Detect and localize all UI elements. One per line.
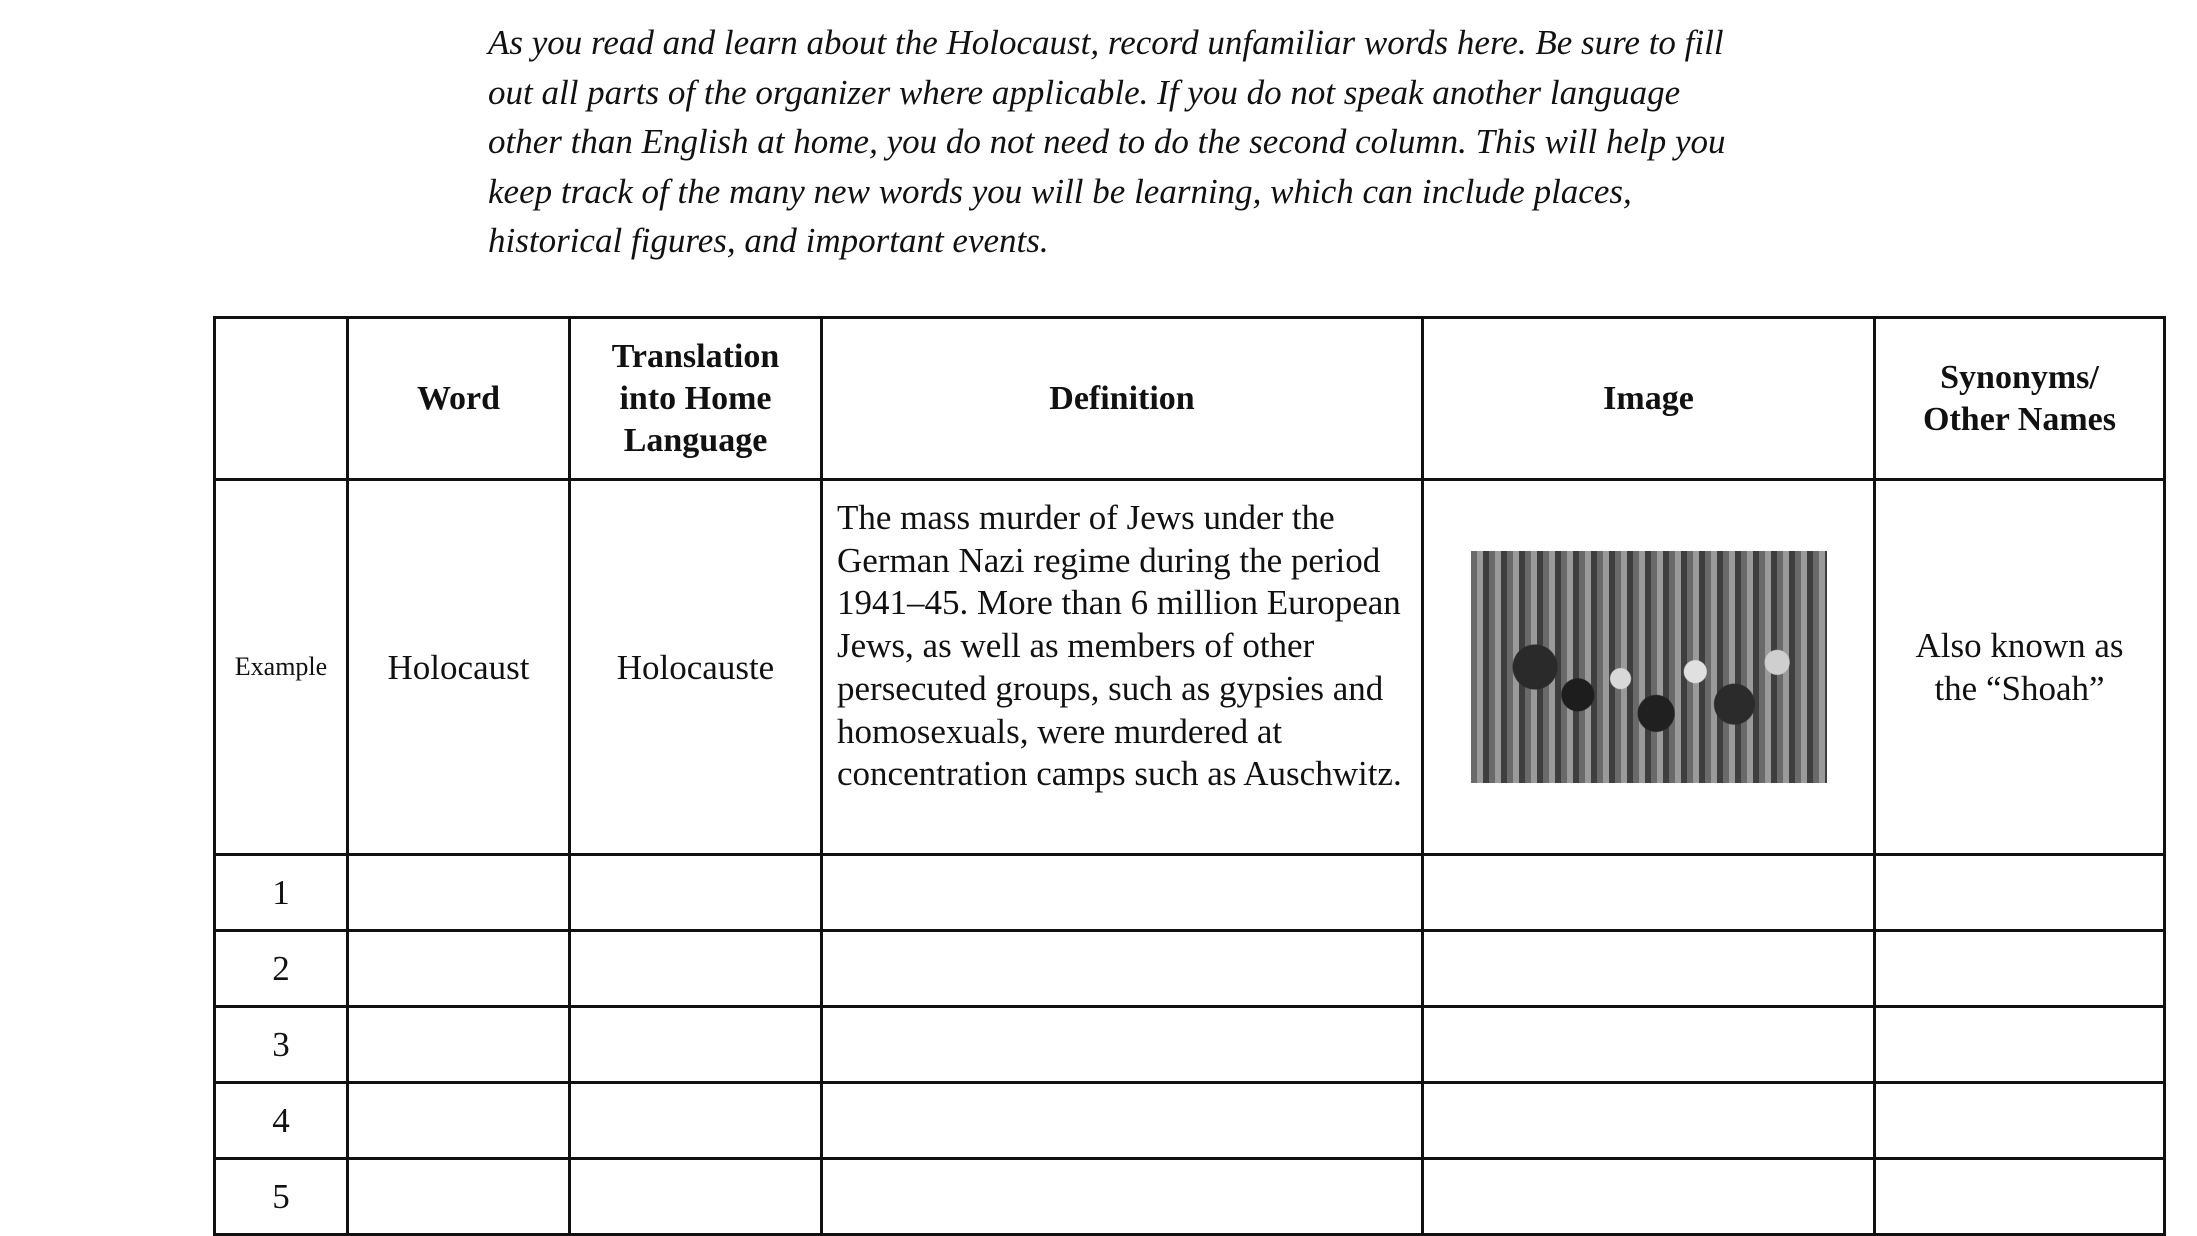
header-row — [215, 318, 2165, 480]
word-cell[interactable] — [348, 855, 570, 931]
image-cell[interactable] — [1423, 855, 1875, 931]
image-cell[interactable] — [1423, 1083, 1875, 1159]
word-cell[interactable] — [348, 1007, 570, 1083]
example-word: Holocaust — [348, 480, 570, 855]
image-cell[interactable] — [1423, 1007, 1875, 1083]
image-cell[interactable] — [1423, 931, 1875, 1007]
example-definition: The mass murder of Jews under the German Nazi regime during the period 1941–45. More than 6 million European Jews, as well as members of other persecuted groups, such as gypsies and homosexuals, were murdered at concentration camps such as Auschwitz. — [822, 480, 1423, 855]
header-synonyms — [1875, 318, 2165, 480]
definition-cell[interactable] — [822, 931, 1423, 1007]
translation-cell[interactable] — [570, 1083, 822, 1159]
image-cell[interactable] — [1423, 1159, 1875, 1235]
word-cell[interactable] — [348, 931, 570, 1007]
synonyms-cell[interactable] — [1875, 855, 2165, 931]
example-translation: Holocauste — [570, 480, 822, 855]
definition-cell[interactable] — [822, 1083, 1423, 1159]
row-number: 4 — [215, 1083, 348, 1159]
header-synonyms-label: Synonyms/ Other Names — [1923, 358, 2116, 438]
table-row — [215, 931, 2165, 1007]
example-synonyms-text: Also known as the “Shoah” — [1915, 626, 2124, 708]
definition-cell[interactable] — [822, 1007, 1423, 1083]
header-translation — [570, 318, 822, 480]
header-image: Image — [1423, 318, 1875, 480]
header-definition: Definition — [822, 318, 1423, 480]
example-image-cell — [1423, 480, 1875, 855]
synonyms-cell[interactable] — [1875, 931, 2165, 1007]
table-row — [215, 1083, 2165, 1159]
word-cell[interactable] — [348, 1159, 570, 1235]
translation-cell[interactable] — [570, 1159, 822, 1235]
table-row — [215, 1007, 2165, 1083]
header-translation-label: Translation into Home Language — [611, 337, 780, 459]
row-number: 5 — [215, 1159, 348, 1235]
instructions-text: As you read and learn about the Holocaust, record unfamiliar words here. Be sure to fill out all parts of the organizer where applicable. If you do not speak another language other than English at home, you do not need to do the second column. This will help you keep track of the many new words you will be learning, which can include places, historical figures, and important events. — [488, 23, 1726, 260]
header-number — [215, 318, 348, 480]
example-photo — [1471, 551, 1827, 783]
example-synonyms — [1875, 480, 2165, 855]
table-row — [215, 855, 2165, 931]
header-word: Word — [348, 318, 570, 480]
synonyms-cell[interactable] — [1875, 1083, 2165, 1159]
row-number: 3 — [215, 1007, 348, 1083]
definition-cell[interactable] — [822, 1159, 1423, 1235]
definition-cell[interactable] — [822, 855, 1423, 931]
synonyms-cell[interactable] — [1875, 1159, 2165, 1235]
example-row — [215, 480, 2165, 855]
synonyms-cell[interactable] — [1875, 1007, 2165, 1083]
translation-cell[interactable] — [570, 855, 822, 931]
vocabulary-organizer-table — [213, 316, 2166, 1236]
row-number: 2 — [215, 931, 348, 1007]
translation-cell[interactable] — [570, 931, 822, 1007]
example-label: Example — [215, 480, 348, 855]
row-number: 1 — [215, 855, 348, 931]
translation-cell[interactable] — [570, 1007, 822, 1083]
word-cell[interactable] — [348, 1083, 570, 1159]
table-row — [215, 1159, 2165, 1235]
